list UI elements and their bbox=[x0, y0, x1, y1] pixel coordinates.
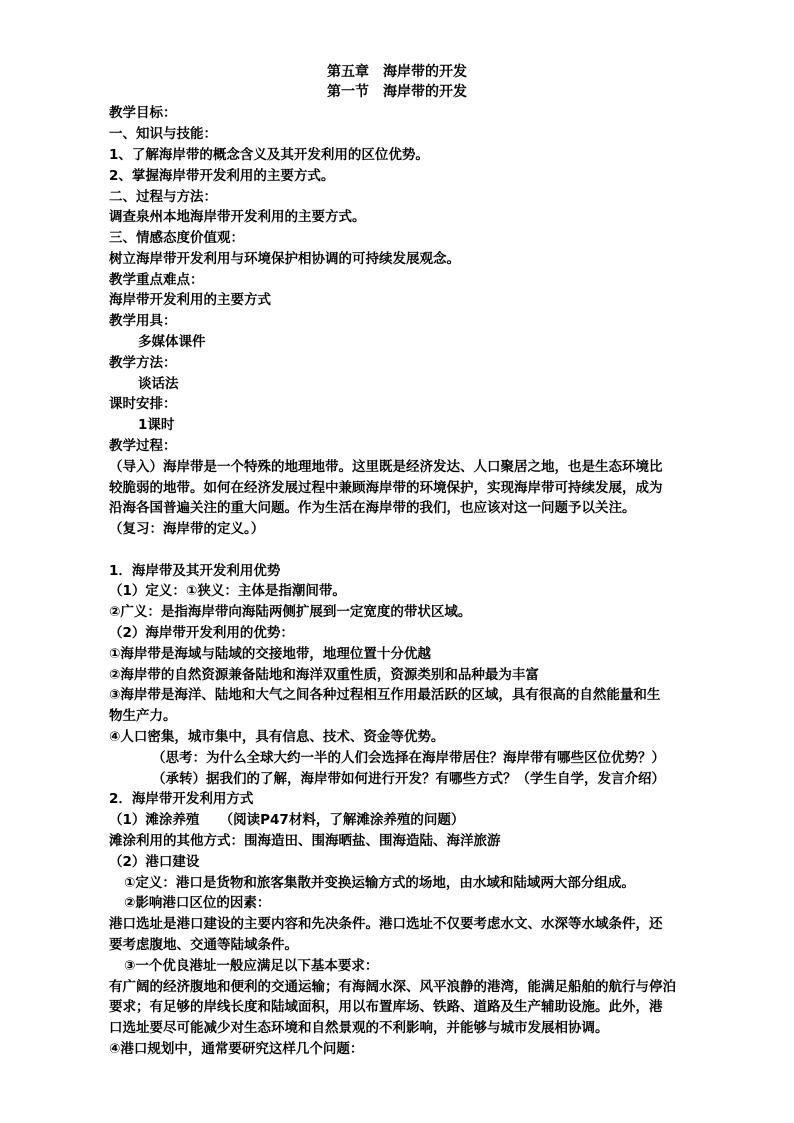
text-line: ④港口规划中，通常要研究这样几个问题： bbox=[109, 1041, 364, 1057]
text-line: 要求；有足够的岸线长度和陆域面积，用以布置库场、铁路、道路及生产辅助设施。此外，港 bbox=[109, 999, 663, 1015]
text-line: 口选址要尽可能减少对生态环境和自然景观的不利影响，并能够与城市发展相协调。 bbox=[109, 1020, 609, 1036]
heading-process-methods: 二、过程与方法： bbox=[109, 189, 217, 205]
text-line: （导入）海岸带是一个特殊的地理地带。这里既是经济发达、人口聚居之地，也是生态环境比 bbox=[109, 459, 663, 475]
text-line: 调查泉州本地海岸带开发利用的主要方式。 bbox=[109, 209, 366, 225]
text-line: （复习：海岸带的定义。） bbox=[109, 521, 265, 537]
text-line: 滩涂利用的其他方式：围海造田、围海晒盐、围海造陆、海洋旅游 bbox=[109, 833, 501, 849]
text-line: ①海岸带是海域与陆域的交接地带，地理位置十分优越 bbox=[109, 646, 431, 662]
text-line: ②影响港口区位的因素： bbox=[124, 895, 271, 911]
heading-teaching-tools: 教学用具： bbox=[109, 313, 177, 329]
chapter-title: 第五章 海岸带的开发 bbox=[327, 64, 467, 80]
text-line: 海岸带开发利用的主要方式 bbox=[109, 292, 271, 308]
text-line: 树立海岸带开发利用与环境保护相协调的可持续发展观念。 bbox=[109, 251, 460, 267]
heading-teaching-methods: 教学方法： bbox=[109, 355, 177, 371]
text-line: 2、掌握海岸带开发利用的主要方式。 bbox=[109, 168, 335, 184]
heading-teaching-process: 教学过程： bbox=[109, 438, 177, 454]
text-line: （2）海岸带开发利用的优势： bbox=[109, 625, 294, 641]
text-line: 港口选址是港口建设的主要内容和先决条件。港口选址不仅要考虑水文、水深等水域条件，还 bbox=[109, 916, 663, 932]
heading-teaching-goals: 教学目标： bbox=[109, 105, 177, 121]
text-line: 有广阔的经济腹地和便利的交通运输；有海阔水深、风平浪静的港湾，能满足船舶的航行与停泊 bbox=[109, 979, 676, 995]
text-line: 谈话法 bbox=[138, 376, 179, 392]
text-line: ④人口密集，城市集中，具有信息、技术、资金等优势。 bbox=[109, 729, 445, 745]
text-line: 1课时 bbox=[138, 417, 175, 433]
text-line: ①定义：港口是货物和旅客集散并变换运输方式的场地，由水域和陆域两大部分组成。 bbox=[124, 875, 635, 891]
section-title: 第一节 海岸带的开发 bbox=[327, 84, 467, 100]
text-line: 物生产力。 bbox=[109, 708, 177, 724]
heading-knowledge-skills: 一、知识与技能： bbox=[109, 126, 217, 142]
text-line: 沿海各国普遍关注的重大问题。作为生活在海岸带的我们，也应该对这一问题予以关注。 bbox=[109, 500, 636, 516]
transition-line: （承转）据我们的了解，海岸带如何进行开发？有哪些方式？（学生自学，发言介绍） bbox=[152, 771, 665, 787]
text-line: 较脆弱的地带。如何在经济发展过程中兼顾海岸带的环境保护，实现海岸带可持续发展，成为 bbox=[109, 480, 663, 496]
heading-section-1: 1．海岸带及其开发利用优势 bbox=[109, 563, 281, 579]
heading-key-points: 教学重点难点： bbox=[109, 272, 204, 288]
think-question: （思考：为什么全球大约一半的人们会选择在海岸带居住？海岸带有哪些区位优势？） bbox=[152, 750, 665, 766]
text-line: ③一个优良港址一般应满足以下基本要求： bbox=[124, 958, 379, 974]
text-line: 要考虑腹地、交通等陆域条件。 bbox=[109, 937, 298, 953]
heading-section-2: 2．海岸带开发利用方式 bbox=[109, 791, 254, 807]
text-line: 1、了解海岸带的概念含义及其开发利用的区位优势。 bbox=[109, 147, 429, 163]
text-line: ②广义：是指海岸带向海陆两侧扩展到一定宽度的带状区域。 bbox=[109, 604, 472, 620]
text-line: （1）滩涂养殖 （阅读P47材料，了解滩涂养殖的问题） bbox=[109, 812, 465, 828]
text-line: 多媒体课件 bbox=[138, 334, 206, 350]
text-line: ②海岸带的自然资源兼备陆地和海洋双重性质，资源类别和品种最为丰富 bbox=[109, 667, 539, 683]
heading-attitudes-values: 三、情感态度价值观： bbox=[109, 230, 244, 246]
text-line: （1）定义：①狭义：主体是指潮间带。 bbox=[109, 583, 346, 599]
text-line: （2）港口建设 bbox=[109, 854, 200, 870]
text-line: ③海岸带是海洋、陆地和大气之间各种过程相互作用最活跃的区域，具有很高的自然能量和生 bbox=[109, 687, 661, 703]
heading-schedule: 课时安排： bbox=[109, 396, 177, 412]
